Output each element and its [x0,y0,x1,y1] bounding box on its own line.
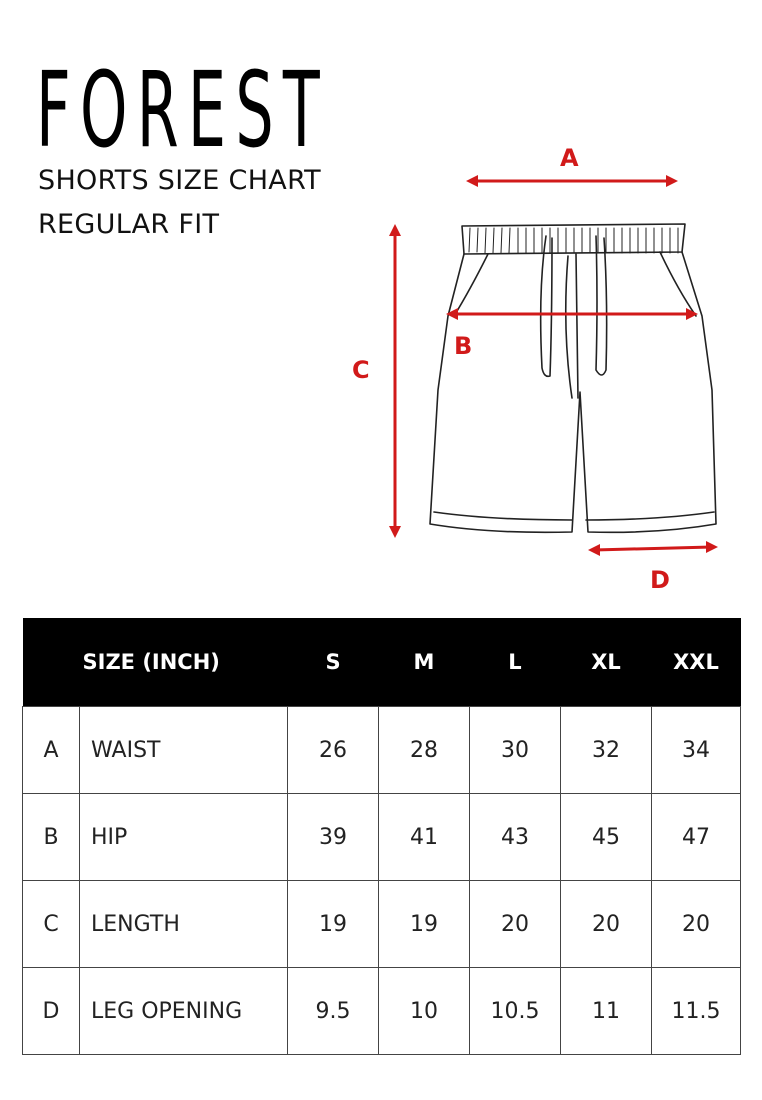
cell-value: 41 [379,794,470,881]
row-name: WAIST [80,707,288,794]
row-code: B [23,794,80,881]
table-header-row [23,618,741,707]
cell-value: 20 [652,881,741,968]
cell-value: 30 [470,707,561,794]
row-name: HIP [80,794,288,881]
shorts-diagram [340,140,740,600]
brand-logo: FOREST [36,49,330,171]
cell-value: 20 [561,881,652,968]
table-row [23,707,741,794]
cell-value: 39 [288,794,379,881]
cell-value: 34 [652,707,741,794]
label-d: D [650,566,670,594]
row-name: LEG OPENING [80,968,288,1055]
size-table [22,618,741,1055]
row-code: D [23,968,80,1055]
chart-title: SHORTS SIZE CHART [38,165,321,196]
cell-value: 10 [379,968,470,1055]
header-size-inch: SIZE (INCH) [80,618,288,707]
fit-type: REGULAR FIT [38,209,220,240]
header-spacer [23,618,80,707]
cell-value: 11 [561,968,652,1055]
row-code: C [23,881,80,968]
cell-value: 45 [561,794,652,881]
header-size-xxl: XXL [652,618,741,707]
cell-value: 32 [561,707,652,794]
cell-value: 19 [379,881,470,968]
label-a: A [560,144,579,172]
cell-value: 11.5 [652,968,741,1055]
table-row [23,968,741,1055]
header-size-xl: XL [561,618,652,707]
cell-value: 47 [652,794,741,881]
header-size-s: S [288,618,379,707]
row-name: LENGTH [80,881,288,968]
header-size-l: L [470,618,561,707]
cell-value: 28 [379,707,470,794]
cell-value: 26 [288,707,379,794]
header-size-m: M [379,618,470,707]
cell-value: 9.5 [288,968,379,1055]
cell-value: 20 [470,881,561,968]
table-row [23,794,741,881]
cell-value: 19 [288,881,379,968]
cell-value: 43 [470,794,561,881]
label-c: C [352,356,370,384]
row-code: A [23,707,80,794]
table-row [23,881,741,968]
label-b: B [454,332,473,360]
cell-value: 10.5 [470,968,561,1055]
